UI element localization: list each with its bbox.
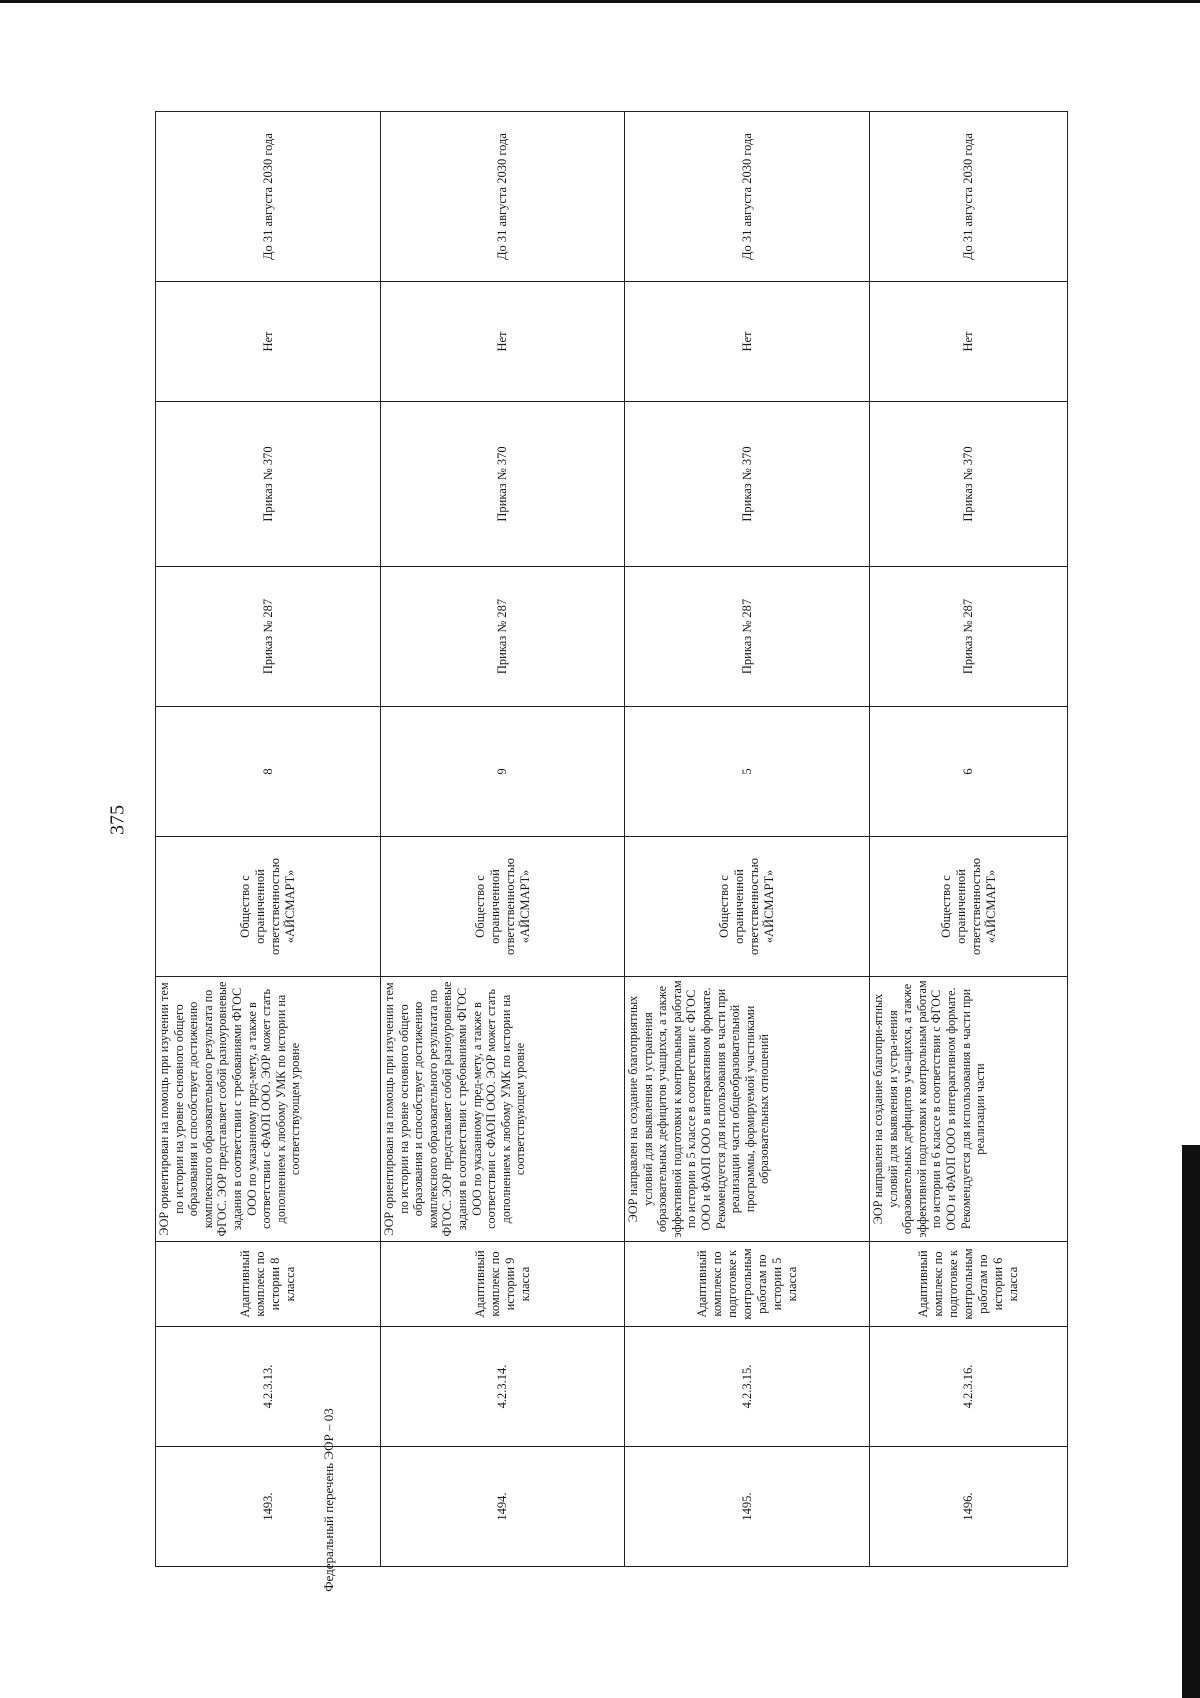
order-370: Приказ № 370 [625,402,870,567]
eor-registry-table [155,112,1067,1567]
resource-title: Адаптивный комплекс по подготовке к контрольным работам по истории 5 класса [625,1242,870,1327]
developer-org: Общество с ограниченной ответственностью «АЙСМАРТ» [156,837,381,977]
row-code: 4.2.3.14. [381,1327,625,1447]
developer-org: Общество с ограниченной ответственностью «АЙСМАРТ» [870,837,1068,977]
resource-title: Адаптивный комплекс по подготовке к контрольным работам по истории 6 класса [870,1242,1068,1327]
row-number: 1494. [381,1447,625,1567]
table-row [625,112,870,1567]
table-row [381,112,625,1567]
scan-top-edge [0,0,1200,3]
row-number: 1495. [625,1447,870,1567]
order-370: Приказ № 370 [870,402,1068,567]
grade: 9 [381,707,625,837]
row-code: 4.2.3.15. [625,1327,870,1447]
table-row [156,112,381,1567]
resource-description: ЭОР направлен на создание благоприятных условий для выявления и устранения образовательных дефицитов учащихся, а также эффективной подготовки к контрольным работам по истории в 5 классе в соответствии с ФГОС ООО и ФАОП ООО в интерактивном формате. Рекомендуется для использования в части при реализации части общеобразовательной программы, формируемой участниками образовательных отношений [625,977,870,1242]
order-287: Приказ № 287 [156,567,381,707]
validity-term: До 31 августа 2030 года [870,112,1068,282]
flag-value: Нет [381,282,625,402]
table-row [870,112,1068,1567]
grade: 8 [156,707,381,837]
validity-term: До 31 августа 2030 года [625,112,870,282]
resource-description: ЭОР направлен на создание благопри-ятных условий для выявления и устра-нения образовательных дефицитов уча-щихся, а также эффективной подготовки к контрольным работам по истории в 6 классе в соответствии с ФГОС ООО и ФАОП ООО в интерактивном формате. Рекомендуется для использования в части при реализации части [870,977,1068,1242]
resource-title: Адаптивный комплекс по истории 9 класса [381,1242,625,1327]
order-370: Приказ № 370 [381,402,625,567]
row-code: 4.2.3.13. [156,1327,381,1447]
order-370: Приказ № 370 [156,402,381,567]
row-code: 4.2.3.16. [870,1327,1068,1447]
order-287: Приказ № 287 [625,567,870,707]
resource-description: ЭОР ориентирован на помощь при изучении тем по истории на уровне основного общего образования и способствует достижению комплексного образовательного результата по ФГОС. ЭОР представляет собой разноуровневые задания в соответствии с требованиями ФГОС ООО по указанному пред-мету, а также в соответствии с ФАОП ООО. ЭОР может стать дополнением к любому УМК по истории на соответствующем уровне [381,977,625,1242]
resource-description: ЭОР ориентирован на помощь при изучении тем по истории на уровне основного общего образования и способствует достижению комплексного образовательного результата по ФГОС. ЭОР представляет собой разноуровневые задания в соответствии с требованиями ФГОС ООО по указанному пред-мету, а также в соответствии с ФАОП ООО. ЭОР может стать дополнением к любому УМК по истории на соответствующем уровне [156,977,381,1242]
row-number: 1493. [156,1447,381,1567]
flag-value: Нет [870,282,1068,402]
order-287: Приказ № 287 [870,567,1068,707]
scan-right-edge [1182,1145,1200,1698]
developer-org: Общество с ограниченной ответственностью «АЙСМАРТ» [625,837,870,977]
validity-term: До 31 августа 2030 года [156,112,381,282]
resource-title: Адаптивный комплекс по истории 8 класса [156,1242,381,1327]
grade: 6 [870,707,1068,837]
grade: 5 [625,707,870,837]
order-287: Приказ № 287 [381,567,625,707]
developer-org: Общество с ограниченной ответственностью «АЙСМАРТ» [381,837,625,977]
row-number: 1496. [870,1447,1068,1567]
validity-term: До 31 августа 2030 года [381,112,625,282]
flag-value: Нет [156,282,381,402]
flag-value: Нет [625,282,870,402]
